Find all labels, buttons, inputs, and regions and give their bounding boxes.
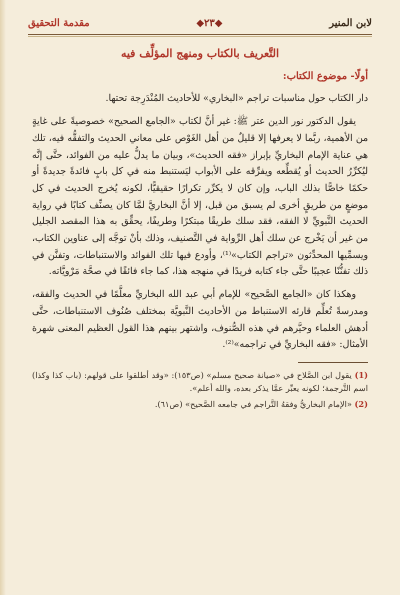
header-page-number: ◆٢٣◆ [196, 17, 223, 29]
footnote-1-number: (1) [354, 369, 369, 380]
footnote-2-text: «الإمام البخاريُّ وفقهُ التَّراجم في جامعه الصَّحيح» (ص٦١). [154, 398, 352, 409]
page-number: ٢٣ [204, 17, 215, 29]
footnote-2-number: (2) [354, 398, 368, 409]
footnote-separator [298, 362, 368, 363]
page-content [32, 44, 368, 565]
section-title: التَّعريف بالكتاب ومنهج المؤلِّف فيه [120, 47, 280, 60]
header-rule [28, 34, 372, 35]
page-header [28, 12, 372, 34]
footnote-1-text: يقول ابن الصَّلاح في «صيانة صحيح مسلم» (ص١٥٣): «وقد أطلقوا على قولهم: (باب كذا وكذا) اسم التَّرجمة؛ لكونه يعبِّر عمَّا يذكر بعده، والله أعلم». [32, 369, 368, 393]
subheading: أولًا- موضوع الكتاب: [282, 70, 368, 82]
footnote-1 [32, 369, 368, 395]
header-rule-secondary [28, 36, 372, 37]
header-section-title: مقدمة التحقيق [28, 17, 90, 29]
page-edge-shadow [0, 0, 6, 595]
paragraph-3: وهكذا كان «الجامع الصَّحيح» للإمام أبي عبد الله البخاريِّ معلَّمًا في الحديث والفقه، ومدرسةً تُعلِّم قارئه الاستنباط من الأحاديث النَّبويَّة بمختلف صُنُوف الاستنباطات، حتَّى أدهش العلماء وحيَّرهم في هذه الصُّنوف، واشتهر بينهم هذا القول العظيم المعنى شهرة الأمثال: «فقه البخاريِّ في تراجمه»⁽²⁾. [32, 289, 368, 351]
header-book-title: لابن المنير [329, 17, 372, 29]
paragraph-1: دار الكتاب حول مناسبات تراجم «البخاري» للأحاديث المُنْدَرِجة تحتها. [105, 93, 368, 105]
paragraph-2: يقول الدكتور نور الدين عتر ﷺ: غير أنَّ لكتاب «الجامع الصحيح» خصوصيةً على غايةٍ من الأهمية، ربَّما لا يعرفها إلا قليلٌ من أهل الغَوْص على معاني الحديث والتفقُّه فيه، تلك هي عناية الإمام البخاريِّ بإبراز «فقه الحديث»، وبيان ما يدلُّ عليه من الفوائد، حتَّى إنَّه ليُكرِّرُ الحديث أو يُقطِّعه ويفرِّقه على الأبواب ليَستنبط منه في كل بابٍ فائدةً جديدةً أو حكمًا خاصًّا بذلك الباب، وإن كان لا يكرِّر تكرارًا حقيقيًّا، لكونه يُخرج الحديث في كل موضعٍ من طريقٍ أخرى لم يسبق من قبل، إلا أنَّ البخاريَّ لمَّا كان يصنِّف كتابًا في رواية الحديث النَّبويِّ لا الفقه، فقد سلك طريقًا مبتكرًا وطريفًا، يحقِّق به هذا المقصد الجليل من غير أن يَخْرج عن سلك أهل الرِّواية في التَّصنيف، وذلك بأنْ توجَّه إلى عناوين الكتاب، ويسمِّيها المحدِّثون «تراجم الكتاب»⁽¹⁾، وأودع فيها تلك الفوائد والاستنباطات، وتفنَّن في ذلك تفنُّنًا عجيبًا حتَّى جاء كتابه فريدًا في منهجه هذا، كما جاء فائقًا في صحَّة مَرْويَّاته. [32, 116, 368, 278]
footnote-2 [32, 398, 368, 411]
